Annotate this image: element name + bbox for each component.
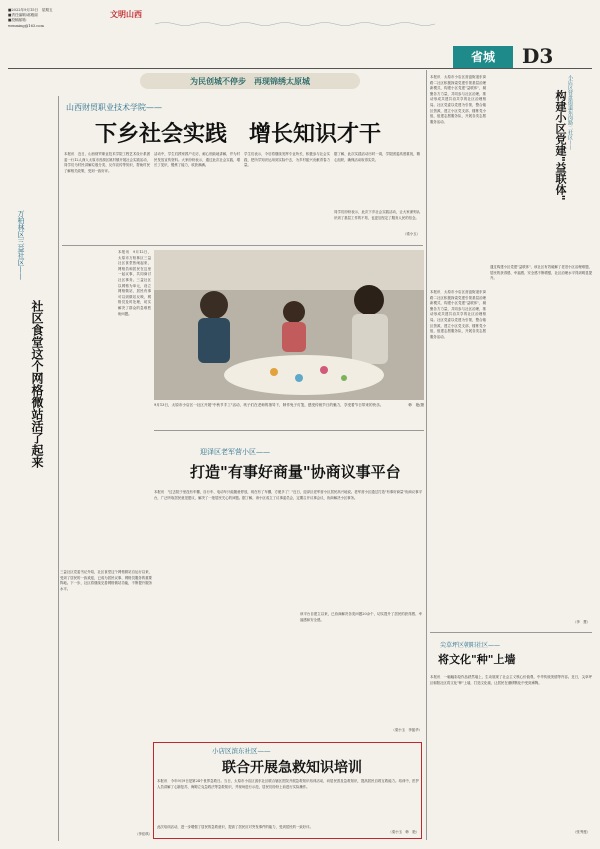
article1-title: 下乡社会实践 增长知识才干 xyxy=(95,122,382,147)
header-email: ■投稿邮箱：wenming@163.com xyxy=(8,18,44,28)
left-column-rule xyxy=(58,96,59,841)
header-rule xyxy=(8,68,592,69)
masthead-logo-text: 文明山西 xyxy=(110,9,142,19)
masthead-logo xyxy=(110,9,142,20)
right-col-kicker: 小店区营盘街道东岗路二社区—— xyxy=(567,75,573,150)
right-col-bottom-rule xyxy=(430,632,592,633)
section-label xyxy=(453,46,513,68)
right-bottom-kicker: 尖草坪区朝阳社区—— xyxy=(440,642,501,649)
article2-text: 本报讯 "过去院子里没有车棚，自行车、电动车只能随意停放，现在有了车棚，方便多了！"近日，迎泽区老军营小区居民高兴地说。老军营小区通过打造"有事好商量"协商议事平台，广泛听取居民意见建议，解决了一批居民关心的问题。据了解，该小区成立了议事委员会，定期召开议事会议，协商解决小区事务。 xyxy=(154,490,422,500)
photo-bottom-rule xyxy=(154,430,424,431)
photo-scene-graphic xyxy=(154,250,424,400)
right-col-text: 本报讯 太原市小店区营盘街道东岗路二社区积极探索党建引领基层治理新模式，构建小区党建"益联体"，凝聚各方力量，共同参与社区治理，推动形成共建共治共享的社区治理格局。社区党委以党建为引领，整合辖区资源，建立小区党支部、楼栋党小组，组建志愿服务队，开展各类志愿服务活动。 xyxy=(430,75,486,124)
article1-col2: 活动中，学生们挨家挨户走访，耐心细致地讲解，并为村民发放宣传资料。大家纷纷表示，通过此次社会实践，增长了见识，锻炼了能力，收获满满。 xyxy=(154,152,240,168)
activity-photo xyxy=(154,250,424,400)
article1-col3: 学生们表示，今后将继续发挥专业所长，积极参与社会实践，把所学知识运用到实际中去，为乡村振兴贡献青春力量。 xyxy=(244,152,330,168)
right-column-rule xyxy=(426,70,427,840)
article3-title: 联合开展急救知识培训 xyxy=(222,760,362,776)
article2-byline: （梁小玉 李振华） xyxy=(391,728,422,732)
slogan-text: 为民创城不停步 再现锦绣太原城 xyxy=(190,76,310,86)
page-number xyxy=(522,44,553,68)
article2-text2: 该平台自建立以来，已协商解决各类问题20余个，切实提升了居民的获得感、幸福感和安全感。 xyxy=(300,612,422,622)
side-left-title: 社区食堂这个网格微站活了起来 xyxy=(30,300,44,468)
right-bottom-title: 将文化"种"上墙 xyxy=(438,653,516,666)
article3-kicker: 小店区滨东社区—— xyxy=(212,747,271,755)
right-col-byline: （李 慧） xyxy=(573,620,590,624)
side-left-text: 本报讯 9月12日，太原市万柏林区三益社区食堂热闹起来，网格员和居民在这里一起议事，共同商讨社区事务。三益社区以网格为单元，设立网格微站，居民有事可以到微站反映，网格员及时处理，切实解决了群众的急难愁盼问题。 xyxy=(118,250,151,316)
right-bottom-text: 本报讯 一幅幅彩绘作品跃然墙上，生动展现了社会主义核心价值观、中华传统美德等内容。近日，尖草坪区朝阳社区将文化"种"上墙，打造文化墙，让居民在潜移默化中受到熏陶。 xyxy=(430,675,592,685)
article1-byline: （梁小玉） xyxy=(403,232,420,236)
header-wave-decoration xyxy=(155,12,445,18)
header-editor: ■责任编辑/郝雅丽 xyxy=(8,13,38,18)
side-left-byline: （李佳琪） xyxy=(135,832,152,836)
article3-byline: （梁小玉 韩 艳） xyxy=(388,830,419,834)
right-col-text2: 通过构建小区党建"益联体"，该社区有效破解了老旧小区治理难题，居民的获得感、幸福感、安全感不断增强，社区治理水平得到明显提升。 xyxy=(490,265,592,281)
photo-caption xyxy=(154,403,424,409)
page-number-text: D3 xyxy=(522,44,554,68)
article1-col4: 据了解，此次实践活动历时一周，学院团委高度重视，精心组织，确保活动取得实效。 xyxy=(334,152,420,162)
photo-caption-text: 9月13日，太原市小店区一社区开展"中秋节手工"活动，孩子们在老师的指导下，制作兔子灯笼，感受传统节日的魅力，享受着节日带来的快乐。 xyxy=(154,403,384,407)
article3-box xyxy=(153,742,422,839)
article2-kicker: 迎泽区老军营小区—— xyxy=(200,448,270,456)
article1-kicker: 山西财贸职业技术学院—— xyxy=(66,103,162,112)
article1-col1: 本报讯 近日，山西财贸职业技术学院工程艺术设计系团委一行12人深入太原市晋源区姚村镇开展社会实践活动，同学们为村民讲解垃圾分类、反诈宣传等知识，帮助村民了解相关政策，受到一致好评。 xyxy=(64,152,150,173)
side-left-kicker: 万柏林区三益社区—— xyxy=(17,210,25,280)
slogan-banner xyxy=(140,73,360,89)
right-bottom-byline: （张秀莲） xyxy=(573,830,590,834)
side-left-text2: 三益社区党委书记介绍，社区食堂这个网格微站自运行以来，受到了居民的一致欢迎，已成为居民议事、网格员服务的重要阵地。下一步，社区将继续完善网格微站功能，不断提升服务水平。 xyxy=(60,570,152,591)
photo-credit: 韩 艳/摄 xyxy=(408,403,424,407)
right-col-text3: 本报讯 太原市小店区营盘街道东岗路二社区积极探索党建引领基层治理新模式，构建小区党建"益联体"，凝聚各方力量，共同参与社区治理，推动形成共建共治共享的社区治理格局。社区党委以党建为引领，整合辖区资源，建立小区党支部、楼栋党小组，组建志愿服务队，开展各类志愿服务活动。 xyxy=(430,290,486,339)
header-date: ■2022年9月15日 星期五 xyxy=(8,8,53,12)
article3-text2: 此次培训活动，进一步增强了居民的急救意识，提高了居民应对突发事件的能力，受到居民的一致好评。 xyxy=(157,825,313,829)
article2-title: 打造"有事好商量"协商议事平台 xyxy=(190,463,401,481)
article3-text: 本报讯 今年9月9日是第24个世界急救日。当日，太原市小店区滨东社区联合辖区医院开展急救知识培训活动，向居民普及急救知识，提高居民自救互救能力。培训中，医护人员讲解了心肺复苏、海姆立克急救法等急救知识，并现场进行示范，居民们纷纷上前进行实际操作。 xyxy=(157,779,419,789)
right-col-title: 构建小区党建"益联体" xyxy=(554,90,567,201)
section-label-text: 省城 xyxy=(470,50,495,64)
article1-col5: 同学们纷纷表示，此次下乡社会实践活动，让大家深刻认识到了基层工作的不易，也更加坚定了服务人民的信念。 xyxy=(334,210,420,220)
article1-bottom-rule xyxy=(62,245,423,246)
